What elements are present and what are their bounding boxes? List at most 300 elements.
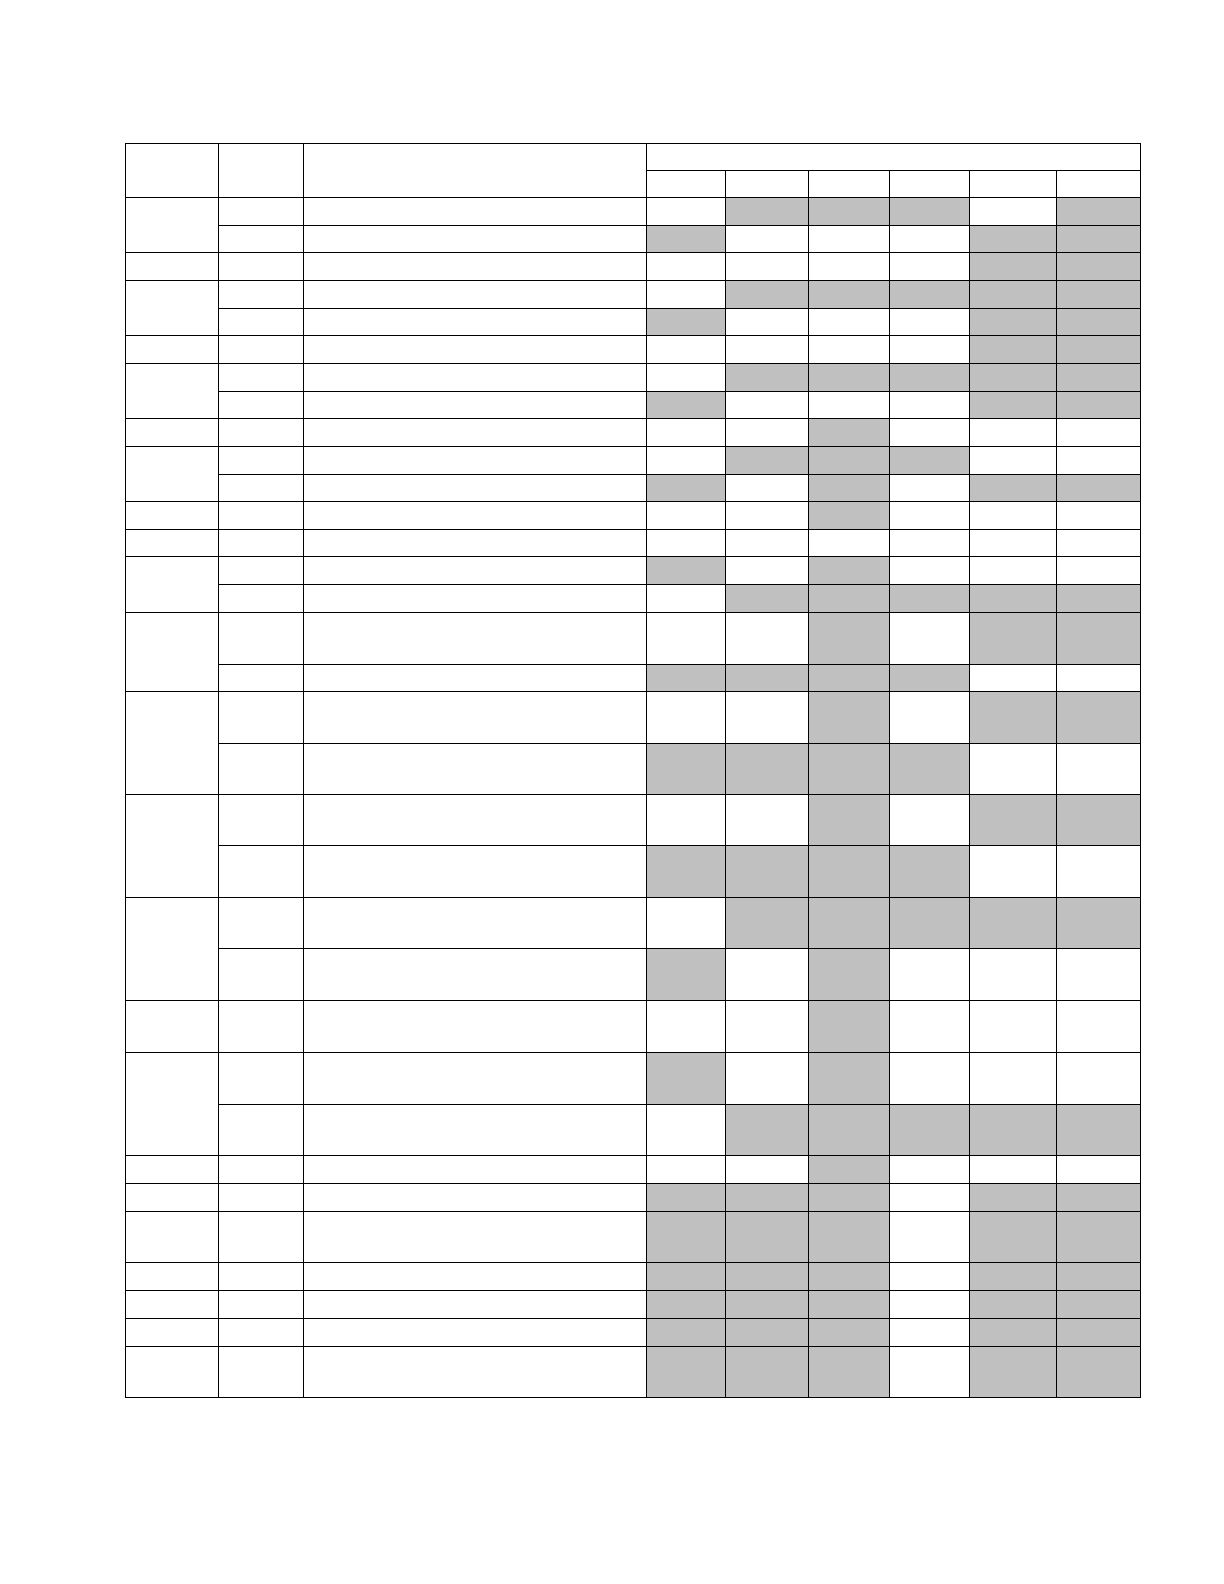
matrix-cell bbox=[970, 447, 1057, 475]
matrix-cell bbox=[809, 1263, 890, 1291]
matrix-cell bbox=[970, 475, 1057, 502]
matrix-cell bbox=[809, 281, 890, 309]
table-row bbox=[126, 665, 1141, 692]
matrix-cell bbox=[647, 1053, 726, 1105]
matrix-cell bbox=[647, 1319, 726, 1347]
description-cell bbox=[304, 949, 647, 1001]
code-cell bbox=[219, 613, 304, 665]
table-row bbox=[126, 795, 1141, 846]
matrix-cell bbox=[890, 665, 970, 692]
matrix-cell bbox=[1057, 419, 1141, 447]
matrix-cell bbox=[1057, 475, 1141, 502]
matrix-cell bbox=[1057, 846, 1141, 898]
description-cell bbox=[304, 419, 647, 447]
code-cell bbox=[219, 1105, 304, 1156]
description-cell bbox=[304, 281, 647, 309]
matrix-cell bbox=[809, 665, 890, 692]
table-row bbox=[126, 613, 1141, 665]
matrix-cell bbox=[970, 585, 1057, 613]
matrix-cell bbox=[890, 1001, 970, 1053]
matrix-cell bbox=[647, 613, 726, 665]
matrix-cell bbox=[726, 692, 809, 744]
matrix-cell bbox=[809, 392, 890, 419]
description-cell bbox=[304, 1053, 647, 1105]
header-subcell-1 bbox=[647, 171, 726, 198]
matrix-cell bbox=[1057, 665, 1141, 692]
matrix-cell bbox=[809, 1212, 890, 1263]
table-body bbox=[126, 198, 1141, 1398]
matrix-cell bbox=[726, 1156, 809, 1184]
matrix-cell bbox=[647, 1347, 726, 1398]
matrix-cell bbox=[890, 502, 970, 530]
description-cell bbox=[304, 253, 647, 281]
matrix-cell bbox=[890, 898, 970, 949]
matrix-cell bbox=[970, 364, 1057, 392]
matrix-cell bbox=[647, 1001, 726, 1053]
group-cell bbox=[126, 1347, 219, 1398]
table-row bbox=[126, 419, 1141, 447]
code-cell bbox=[219, 1156, 304, 1184]
matrix-cell bbox=[647, 795, 726, 846]
matrix-cell bbox=[970, 795, 1057, 846]
table-row bbox=[126, 1053, 1141, 1105]
group-cell bbox=[126, 336, 219, 364]
group-cell bbox=[126, 1319, 219, 1347]
code-cell bbox=[219, 665, 304, 692]
matrix-cell bbox=[890, 1105, 970, 1156]
matrix-cell bbox=[726, 795, 809, 846]
matrix-cell bbox=[726, 1212, 809, 1263]
matrix-cell bbox=[647, 226, 726, 253]
code-cell bbox=[219, 1053, 304, 1105]
matrix-cell bbox=[647, 502, 726, 530]
matrix-cell bbox=[726, 364, 809, 392]
matrix-cell bbox=[890, 364, 970, 392]
description-cell bbox=[304, 309, 647, 336]
header-cell-col-2 bbox=[219, 144, 304, 198]
table-row bbox=[126, 1105, 1141, 1156]
description-cell bbox=[304, 1347, 647, 1398]
description-cell bbox=[304, 530, 647, 557]
matrix-cell bbox=[647, 692, 726, 744]
group-cell bbox=[126, 898, 219, 1001]
matrix-cell bbox=[890, 419, 970, 447]
matrix-cell bbox=[890, 585, 970, 613]
matrix-cell bbox=[726, 253, 809, 281]
matrix-cell bbox=[970, 1263, 1057, 1291]
matrix-cell bbox=[1057, 613, 1141, 665]
description-cell bbox=[304, 475, 647, 502]
matrix-cell bbox=[970, 949, 1057, 1001]
matrix-cell bbox=[1057, 1347, 1141, 1398]
group-cell bbox=[126, 419, 219, 447]
matrix-cell bbox=[647, 281, 726, 309]
table-row bbox=[126, 1291, 1141, 1319]
matrix-cell bbox=[726, 226, 809, 253]
matrix-cell bbox=[1057, 392, 1141, 419]
matrix-cell bbox=[726, 613, 809, 665]
matrix-cell bbox=[647, 447, 726, 475]
matrix-cell bbox=[1057, 744, 1141, 795]
group-cell bbox=[126, 1184, 219, 1212]
code-cell bbox=[219, 846, 304, 898]
matrix-cell bbox=[726, 1263, 809, 1291]
code-cell bbox=[219, 949, 304, 1001]
group-cell bbox=[126, 1156, 219, 1184]
code-cell bbox=[219, 392, 304, 419]
group-cell bbox=[126, 1212, 219, 1263]
matrix-cell bbox=[809, 1156, 890, 1184]
matrix-cell bbox=[970, 1212, 1057, 1263]
description-cell bbox=[304, 502, 647, 530]
matrix-cell bbox=[890, 475, 970, 502]
group-cell bbox=[126, 1291, 219, 1319]
description-cell bbox=[304, 1291, 647, 1319]
description-cell bbox=[304, 226, 647, 253]
matrix-cell bbox=[890, 795, 970, 846]
matrix-cell bbox=[726, 1001, 809, 1053]
matrix-cell bbox=[809, 1319, 890, 1347]
matrix-cell bbox=[726, 1291, 809, 1319]
matrix-cell bbox=[1057, 198, 1141, 226]
description-cell bbox=[304, 364, 647, 392]
matrix-cell bbox=[970, 898, 1057, 949]
matrix-cell bbox=[726, 1319, 809, 1347]
table-row bbox=[126, 502, 1141, 530]
matrix-cell bbox=[647, 1212, 726, 1263]
group-cell bbox=[126, 281, 219, 336]
matrix-cell bbox=[970, 557, 1057, 585]
matrix-cell bbox=[647, 253, 726, 281]
matrix-cell bbox=[970, 1184, 1057, 1212]
description-cell bbox=[304, 392, 647, 419]
matrix-cell bbox=[809, 309, 890, 336]
matrix-cell bbox=[647, 336, 726, 364]
matrix-cell bbox=[890, 198, 970, 226]
matrix-cell bbox=[809, 1053, 890, 1105]
description-cell bbox=[304, 1156, 647, 1184]
table-row bbox=[126, 1001, 1141, 1053]
matrix-cell bbox=[890, 1053, 970, 1105]
code-cell bbox=[219, 253, 304, 281]
matrix-cell bbox=[647, 475, 726, 502]
matrix-cell bbox=[970, 1105, 1057, 1156]
matrix-cell bbox=[1057, 795, 1141, 846]
matrix-cell bbox=[1057, 557, 1141, 585]
matrix-cell bbox=[726, 557, 809, 585]
code-cell bbox=[219, 795, 304, 846]
matrix-cell bbox=[970, 253, 1057, 281]
matrix-cell bbox=[970, 1156, 1057, 1184]
matrix-cell bbox=[1057, 949, 1141, 1001]
matrix-cell bbox=[809, 1347, 890, 1398]
description-cell bbox=[304, 665, 647, 692]
matrix-cell bbox=[726, 336, 809, 364]
description-cell bbox=[304, 795, 647, 846]
code-cell bbox=[219, 226, 304, 253]
matrix-cell bbox=[647, 744, 726, 795]
matrix-cell bbox=[809, 336, 890, 364]
table-row bbox=[126, 253, 1141, 281]
code-cell bbox=[219, 336, 304, 364]
description-cell bbox=[304, 1105, 647, 1156]
description-cell bbox=[304, 198, 647, 226]
matrix-cell bbox=[890, 530, 970, 557]
matrix-cell bbox=[890, 744, 970, 795]
group-cell bbox=[126, 692, 219, 795]
matrix-cell bbox=[647, 1156, 726, 1184]
matrix-cell bbox=[809, 1105, 890, 1156]
matrix-cell bbox=[809, 198, 890, 226]
group-cell bbox=[126, 530, 219, 557]
matrix-cell bbox=[890, 1212, 970, 1263]
header-cell-group bbox=[647, 144, 1141, 171]
matrix-cell bbox=[647, 557, 726, 585]
matrix-cell bbox=[647, 392, 726, 419]
table-row bbox=[126, 226, 1141, 253]
table-row bbox=[126, 1156, 1141, 1184]
code-cell bbox=[219, 530, 304, 557]
matrix-cell bbox=[1057, 1156, 1141, 1184]
matrix-cell bbox=[726, 744, 809, 795]
description-cell bbox=[304, 1319, 647, 1347]
group-cell bbox=[126, 795, 219, 898]
table-row bbox=[126, 557, 1141, 585]
matrix-cell bbox=[1057, 364, 1141, 392]
matrix-cell bbox=[1057, 1212, 1141, 1263]
header-row-top bbox=[126, 144, 1141, 171]
matrix-cell bbox=[726, 309, 809, 336]
matrix-cell bbox=[890, 557, 970, 585]
matrix-cell bbox=[726, 281, 809, 309]
code-cell bbox=[219, 557, 304, 585]
group-cell bbox=[126, 502, 219, 530]
group-cell bbox=[126, 613, 219, 692]
table-row bbox=[126, 364, 1141, 392]
table-row bbox=[126, 846, 1141, 898]
matrix-cell bbox=[1057, 336, 1141, 364]
matrix-cell bbox=[647, 1263, 726, 1291]
description-cell bbox=[304, 692, 647, 744]
code-cell bbox=[219, 1347, 304, 1398]
matrix-cell bbox=[970, 1291, 1057, 1319]
code-cell bbox=[219, 475, 304, 502]
matrix-cell bbox=[726, 898, 809, 949]
matrix-cell bbox=[647, 530, 726, 557]
matrix-cell bbox=[809, 692, 890, 744]
matrix-cell bbox=[726, 530, 809, 557]
matrix-cell bbox=[1057, 309, 1141, 336]
description-cell bbox=[304, 846, 647, 898]
matrix-cell bbox=[1057, 226, 1141, 253]
header-subcell-4 bbox=[890, 171, 970, 198]
table-row bbox=[126, 1319, 1141, 1347]
matrix-cell bbox=[970, 198, 1057, 226]
matrix-cell bbox=[1057, 281, 1141, 309]
matrix-cell bbox=[647, 1291, 726, 1319]
matrix-cell bbox=[970, 281, 1057, 309]
table-row bbox=[126, 949, 1141, 1001]
description-cell bbox=[304, 1212, 647, 1263]
matrix-cell bbox=[890, 1156, 970, 1184]
table-row bbox=[126, 309, 1141, 336]
description-cell bbox=[304, 1263, 647, 1291]
matrix-cell bbox=[726, 392, 809, 419]
matrix-cell bbox=[1057, 447, 1141, 475]
matrix-cell bbox=[890, 392, 970, 419]
matrix-cell bbox=[890, 846, 970, 898]
matrix-cell bbox=[809, 364, 890, 392]
table-row bbox=[126, 1184, 1141, 1212]
code-cell bbox=[219, 419, 304, 447]
matrix-cell bbox=[809, 846, 890, 898]
matrix-cell bbox=[970, 692, 1057, 744]
matrix-cell bbox=[890, 447, 970, 475]
matrix-cell bbox=[1057, 1001, 1141, 1053]
table-row bbox=[126, 1347, 1141, 1398]
table-row bbox=[126, 475, 1141, 502]
matrix-cell bbox=[890, 309, 970, 336]
matrix-cell bbox=[970, 309, 1057, 336]
description-cell bbox=[304, 898, 647, 949]
matrix-cell bbox=[970, 502, 1057, 530]
matrix-cell bbox=[890, 1263, 970, 1291]
matrix-cell bbox=[647, 364, 726, 392]
matrix-cell bbox=[890, 281, 970, 309]
code-cell bbox=[219, 1319, 304, 1347]
matrix-cell bbox=[1057, 1184, 1141, 1212]
description-cell bbox=[304, 336, 647, 364]
table-row bbox=[126, 281, 1141, 309]
table-row bbox=[126, 447, 1141, 475]
header-subcell-2 bbox=[726, 171, 809, 198]
matrix-cell bbox=[970, 419, 1057, 447]
group-cell bbox=[126, 1053, 219, 1156]
matrix-cell bbox=[726, 447, 809, 475]
matrix-cell bbox=[1057, 1053, 1141, 1105]
matrix-cell bbox=[890, 253, 970, 281]
matrix-cell bbox=[890, 1291, 970, 1319]
matrix-cell bbox=[809, 253, 890, 281]
matrix-cell bbox=[1057, 1319, 1141, 1347]
matrix-cell bbox=[726, 419, 809, 447]
matrix-cell bbox=[647, 419, 726, 447]
matrix-cell bbox=[890, 1184, 970, 1212]
matrix-cell bbox=[970, 392, 1057, 419]
group-cell bbox=[126, 1001, 219, 1053]
matrix-cell bbox=[647, 949, 726, 1001]
matrix-cell bbox=[970, 665, 1057, 692]
group-cell bbox=[126, 198, 219, 253]
code-cell bbox=[219, 1263, 304, 1291]
matrix-cell bbox=[970, 1347, 1057, 1398]
description-cell bbox=[304, 1001, 647, 1053]
matrix-cell bbox=[726, 1053, 809, 1105]
code-cell bbox=[219, 585, 304, 613]
description-cell bbox=[304, 744, 647, 795]
table-row bbox=[126, 692, 1141, 744]
matrix-cell bbox=[1057, 1105, 1141, 1156]
matrix-cell bbox=[890, 1347, 970, 1398]
table-row bbox=[126, 744, 1141, 795]
table-row bbox=[126, 530, 1141, 557]
data-table bbox=[125, 143, 1141, 1398]
matrix-cell bbox=[647, 665, 726, 692]
matrix-cell bbox=[647, 1184, 726, 1212]
matrix-cell bbox=[970, 744, 1057, 795]
matrix-cell bbox=[970, 336, 1057, 364]
matrix-cell bbox=[809, 1184, 890, 1212]
header-subcell-5 bbox=[970, 171, 1057, 198]
matrix-cell bbox=[809, 1001, 890, 1053]
matrix-cell bbox=[809, 226, 890, 253]
matrix-cell bbox=[1057, 1263, 1141, 1291]
matrix-cell bbox=[647, 198, 726, 226]
description-cell bbox=[304, 447, 647, 475]
code-cell bbox=[219, 281, 304, 309]
table-row bbox=[126, 585, 1141, 613]
matrix-cell bbox=[726, 1105, 809, 1156]
group-cell bbox=[126, 253, 219, 281]
header-subcell-3 bbox=[809, 171, 890, 198]
table-row bbox=[126, 392, 1141, 419]
description-cell bbox=[304, 557, 647, 585]
header-cell-description bbox=[304, 144, 647, 198]
table-row bbox=[126, 898, 1141, 949]
matrix-cell bbox=[647, 846, 726, 898]
matrix-cell bbox=[1057, 530, 1141, 557]
matrix-cell bbox=[890, 949, 970, 1001]
matrix-cell bbox=[809, 949, 890, 1001]
matrix-cell bbox=[970, 1319, 1057, 1347]
description-cell bbox=[304, 585, 647, 613]
code-cell bbox=[219, 1212, 304, 1263]
matrix-cell bbox=[890, 692, 970, 744]
matrix-cell bbox=[809, 795, 890, 846]
code-cell bbox=[219, 898, 304, 949]
matrix-cell bbox=[647, 585, 726, 613]
matrix-cell bbox=[970, 1053, 1057, 1105]
matrix-cell bbox=[809, 613, 890, 665]
matrix-cell bbox=[1057, 502, 1141, 530]
matrix-cell bbox=[809, 530, 890, 557]
matrix-cell bbox=[726, 475, 809, 502]
matrix-cell bbox=[809, 475, 890, 502]
description-cell bbox=[304, 613, 647, 665]
group-cell bbox=[126, 1263, 219, 1291]
code-cell bbox=[219, 309, 304, 336]
matrix-cell bbox=[890, 613, 970, 665]
matrix-cell bbox=[647, 898, 726, 949]
matrix-cell bbox=[890, 336, 970, 364]
matrix-cell bbox=[726, 665, 809, 692]
code-cell bbox=[219, 364, 304, 392]
matrix-cell bbox=[726, 949, 809, 1001]
group-cell bbox=[126, 557, 219, 613]
matrix-cell bbox=[809, 557, 890, 585]
table-row bbox=[126, 1212, 1141, 1263]
matrix-cell bbox=[647, 1105, 726, 1156]
table-row bbox=[126, 198, 1141, 226]
matrix-cell bbox=[970, 226, 1057, 253]
group-cell bbox=[126, 447, 219, 502]
matrix-cell bbox=[726, 1347, 809, 1398]
code-cell bbox=[219, 198, 304, 226]
table-row bbox=[126, 1263, 1141, 1291]
group-cell bbox=[126, 364, 219, 419]
matrix-cell bbox=[809, 447, 890, 475]
matrix-cell bbox=[726, 198, 809, 226]
